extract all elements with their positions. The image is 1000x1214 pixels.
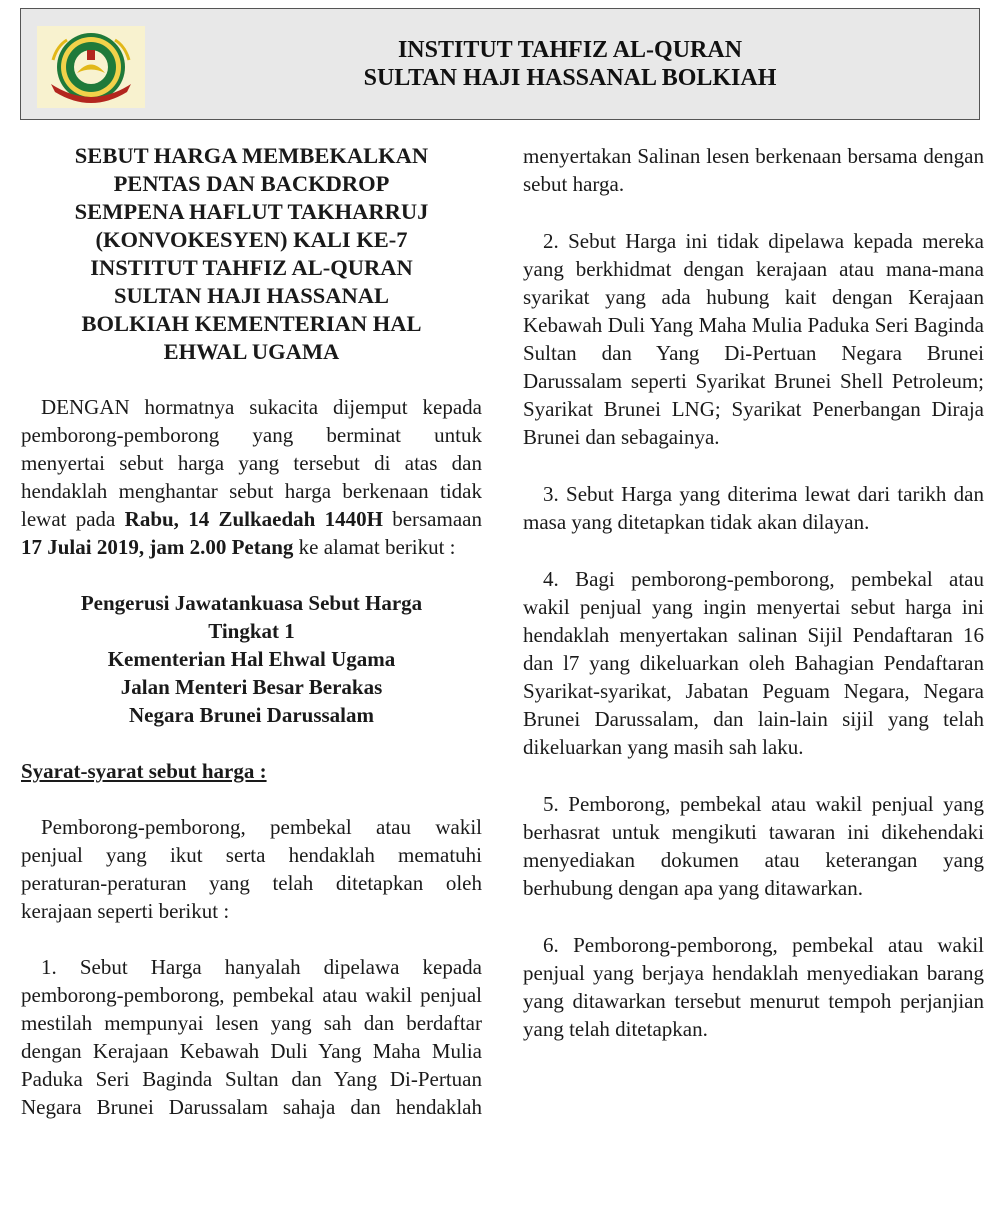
- notice-title-line: BOLKIAH KEMENTERIAN HAL: [81, 311, 422, 336]
- notice-title-line: INSTITUT TAHFIZ AL-QURAN: [90, 255, 413, 280]
- notice-title-line: SEMPENA HAFLUT TAKHARRUJ: [74, 199, 429, 224]
- closing-date-hijri: Rabu, 14 Zulkaedah 1440H: [124, 507, 383, 531]
- condition-6: 6. Pemborong-pemborong, pembekal atau wakil penjual yang berjaya hendaklah menyediakan barang yang ditawarkan tersebut menurut tempoh perjanjian yang telah ditetapkan.: [523, 933, 984, 1041]
- notice-title-line: SULTAN HAJI HASSANAL: [113, 283, 390, 308]
- condition-5: 5. Pemborong, pembekal atau wakil penjual yang berhasrat untuk mengikuti tawaran ini dikehendaki menyediakan dokumen atau keterangan yang berhubung dengan apa yang ditawarkan.: [523, 792, 984, 900]
- institution-name-line-2: SULTAN HAJI HASSANAL BOLKIAH: [363, 65, 777, 91]
- condition-2: 2. Sebut Harga ini tidak dipelawa kepada mereka yang berkhidmat dengan kerajaan atau mana-mana syarikat yang ada hubung kait dengan Kerajaan Kebawah Duli Yang Maha Mulia Paduka Seri Baginda Sultan dan Yang Di-Pertuan Negara Brunei Darussalam seperti Syarikat Brunei Shell Petroleum; Syarikat Brunei LNG; Syarikat Penerbangan Diraja Brunei dan sebagainya.: [523, 229, 984, 449]
- conditions-heading: Syarat-syarat sebut harga :: [21, 759, 267, 783]
- condition-1: 1. Sebut Harga hanyalah dipelawa kepada pemborong-pemborong, pembekal atau wakil penjual mestilah mempunyai lesen yang sah dan berdaftar dengan Kerajaan Kebawah Duli Yang Maha Mulia Paduka Seri Baginda Sultan dan Yang Di-Pertuan Negara Brunei Darussalam sahaja dan hendaklah: [21, 955, 482, 1119]
- notice-title-line: (KONVOKESYEN) KALI KE-7: [95, 227, 408, 252]
- crest-graphic: [37, 26, 145, 108]
- header-box: [20, 8, 980, 120]
- address-line: Pengerusi Jawatankuasa Sebut Harga: [80, 591, 423, 615]
- notice-title-line: PENTAS DAN BACKDROP: [113, 171, 390, 196]
- condition-4: 4. Bagi pemborong-pemborong, pembekal atau wakil penjual yang ingin menyertai sebut harga ini hendaklah menyertakan salinan Sijil Pendaftaran 16 dan l7 yang dikeluarkan oleh Bahagian Pendaftaran Syarikat-syarikat, Jabatan Peguam Negara, Negara Brunei Darussalam, dan lain-lain sijil yang telah dikeluarkan yang masih sah laku.: [523, 567, 984, 759]
- address-line: Negara Brunei Darussalam: [129, 703, 374, 727]
- institution-name-line-1: INSTITUT TAHFIZ AL-QURAN: [397, 37, 743, 63]
- submission-address: [21, 589, 482, 729]
- institution-name: [161, 36, 979, 92]
- institution-crest-icon: [37, 26, 145, 108]
- conditions-intro: Pemborong-pemborong, pembekal atau wakil penjual yang ikut serta hendaklah mematuhi peraturan-peraturan yang telah ditetapkan oleh kerajaan seperti berikut :: [21, 815, 482, 923]
- notice-title-line: EHWAL UGAMA: [163, 339, 340, 364]
- condition-1-continued: menyertakan Salinan lesen berkenaan bersama dengan sebut harga.: [523, 144, 984, 196]
- intro-paragraph: [21, 393, 482, 561]
- notice-title-line: SEBUT HARGA MEMBEKALKAN: [74, 143, 429, 168]
- intro-text: ke alamat berikut :: [293, 535, 456, 559]
- left-column: [21, 142, 482, 1121]
- crest-crown: [87, 50, 95, 60]
- intro-text: bersamaan: [382, 507, 482, 531]
- right-column: [523, 142, 984, 1043]
- condition-3: 3. Sebut Harga yang diterima lewat dari tarikh dan masa yang ditetapkan tidak akan dilayan.: [523, 482, 984, 534]
- address-line: Kementerian Hal Ehwal Ugama: [107, 647, 396, 671]
- closing-date-gregorian: 17 Julai 2019, jam 2.00 Petang: [21, 535, 294, 559]
- notice-title: [21, 142, 482, 366]
- address-line: Jalan Menteri Besar Berakas: [120, 675, 383, 699]
- address-line: Tingkat 1: [208, 619, 295, 643]
- intro-text: DENGAN hormatnya sukacita dijemput kepada pemborong-pemborong yang berminat untuk menyertai sebut harga yang tersebut di atas dan hendaklah menghantar sebut harga berkenaan tidak lewat pada: [21, 395, 482, 531]
